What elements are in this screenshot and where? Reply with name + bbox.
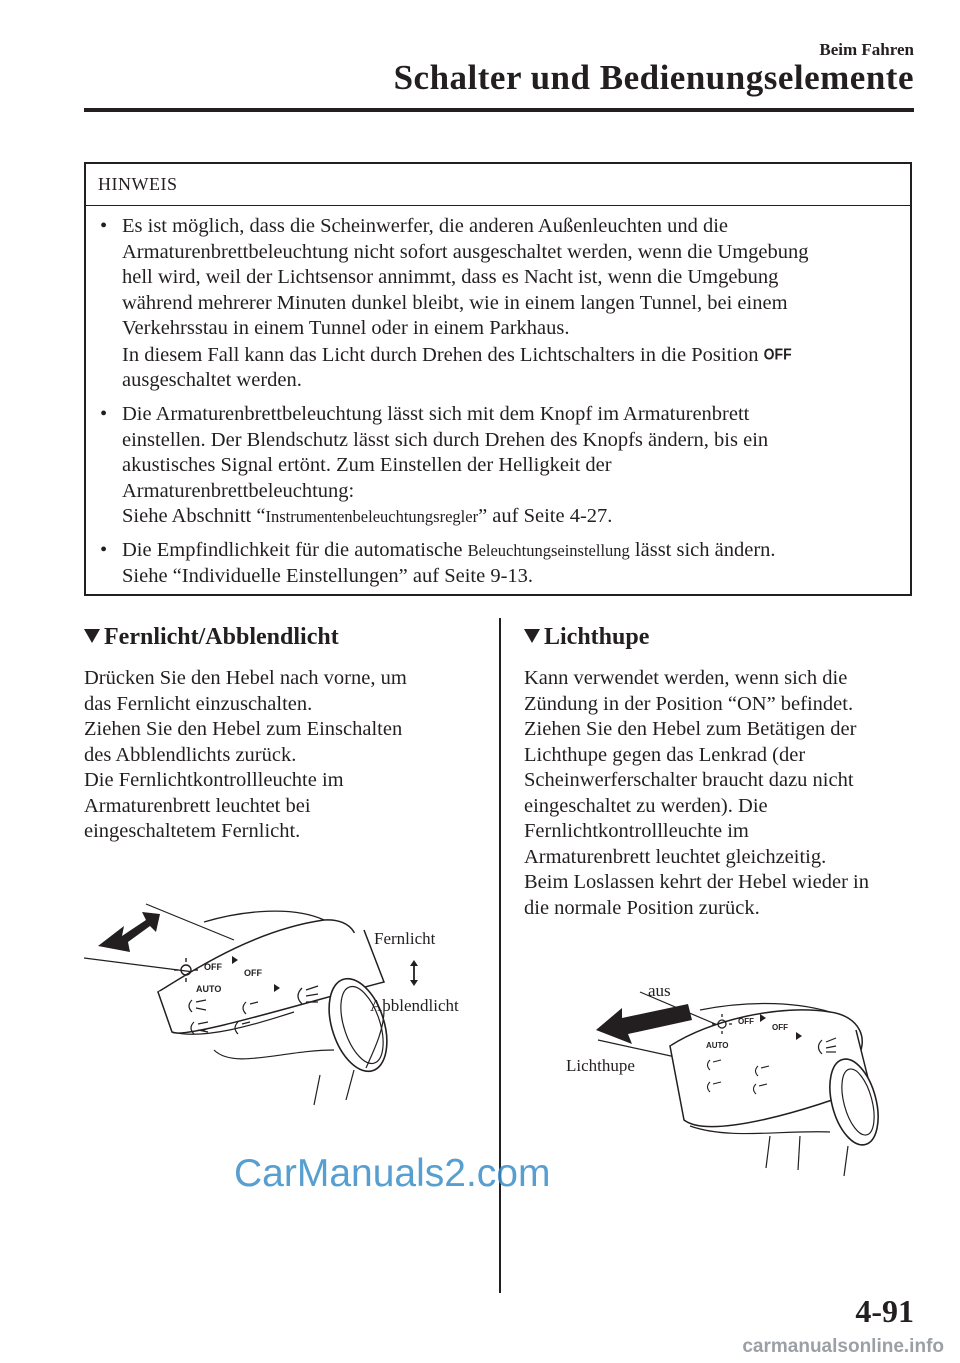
triangle-marker-icon	[524, 629, 540, 643]
note-item-3	[100, 538, 912, 589]
section-title-text: Lichthupe	[544, 624, 650, 650]
note-line: Die Armaturenbrettbeleuchtung lässt sich mit dem Knopf im Armaturenbrett	[122, 403, 750, 425]
note-line: Verkehrsstau in einem Tunnel oder in einem Parkhaus.	[122, 317, 570, 339]
body-line: die normale Position zurück.	[524, 896, 760, 919]
body-line: Die Fernlichtkontrollleuchte im	[84, 769, 344, 791]
note-line: während mehrerer Minuten dunkel bleibt, wie in einem langen Tunnel, bei einem	[122, 291, 788, 314]
note-line: Siehe “Individuelle Einstellungen” auf Seite 9-13.	[122, 564, 534, 587]
page-title: Schalter und Bedienungselemente	[393, 58, 914, 97]
double-arrow-icon	[98, 912, 160, 952]
note-line: einstellen. Der Blendschutz lässt sich durch Drehen des Knopfs ändern, bis ein	[122, 428, 769, 451]
body-right	[524, 666, 924, 921]
note-line: akustisches Signal ertönt. Zum Einstellen der Helligkeit der	[122, 454, 612, 476]
body-line: Kann verwendet werden, wenn sich die	[524, 667, 848, 689]
note-line	[122, 504, 912, 530]
note-line	[122, 342, 912, 369]
body-line: Armaturenbrett leuchtet gleichzeitig.	[524, 845, 827, 868]
switch-label: OFF	[204, 962, 222, 972]
note-item-2	[100, 402, 912, 530]
note-line: ausgeschaltet werden.	[122, 369, 302, 391]
ref-prefix: Siehe Abschnitt “	[122, 505, 266, 527]
bullet-icon: •	[100, 403, 108, 425]
bullet-icon: •	[100, 539, 108, 561]
watermark: CarManuals2.com	[234, 1152, 551, 1195]
ref-link: Instrumentenbeleuchtungsregler	[265, 507, 479, 526]
body-line: Ziehen Sie den Hebel zum Betätigen der	[524, 718, 857, 740]
body-line: des Abblendlichts zurück.	[84, 743, 297, 766]
body-line: das Fernlicht einzuschalten.	[84, 692, 313, 715]
header-rule	[84, 108, 914, 112]
section-title-text: Fernlicht/Abblendlicht	[104, 624, 339, 650]
switch-label: OFF	[244, 968, 262, 978]
note-text: Die Empfindlichkeit für die automatische	[122, 539, 468, 561]
page-number: 4-91	[855, 1293, 914, 1329]
label-abblendlicht: Abblendlicht	[370, 996, 459, 1015]
label-lichthupe: Lichthupe	[566, 1056, 635, 1075]
body-line: Drücken Sie den Hebel nach vorne, um	[84, 667, 407, 689]
body-line: Lichthupe gegen das Lenkrad (der	[524, 743, 806, 766]
push-arrow-icon	[596, 1004, 692, 1044]
triangle-marker-icon	[84, 629, 100, 643]
body-line: eingeschaltetem Fernlicht.	[84, 820, 301, 842]
body-left	[84, 666, 484, 845]
note-line: Armaturenbrettbeleuchtung nicht sofort ausgeschaltet werden, wenn die Umgebung	[122, 240, 809, 263]
body-line: Ziehen Sie den Hebel zum Einschalten	[84, 718, 403, 740]
label-fernlicht: Fernlicht	[374, 929, 436, 948]
body-line: eingeschaltet zu werden). Die	[524, 794, 768, 817]
section-title-lichthupe	[524, 624, 649, 651]
note-small-text: Beleuchtungseinstellung	[467, 541, 630, 560]
chapter-label: Beim Fahren	[819, 40, 914, 59]
off-symbol-icon: OFF	[763, 344, 792, 363]
body-line: Zündung in der Position “ON” befindet.	[524, 692, 854, 715]
note-text: lässt sich ändern.	[629, 539, 776, 561]
note-line: Es ist möglich, dass die Scheinwerfer, die anderen Außenleuchten und die	[122, 215, 729, 237]
footer-watermark: carmanualsonline.info	[742, 1336, 944, 1357]
note-line: hell wird, weil der Lichtsensor annimmt, dass es Nacht ist, wenn die Umgebung	[122, 266, 779, 288]
switch-label: AUTO	[196, 984, 222, 994]
switch-label: AUTO	[706, 1041, 729, 1050]
body-line: Scheinwerferschalter braucht dazu nicht	[524, 769, 854, 791]
note-text: In diesem Fall kann das Licht durch Drehen des Lichtschalters in die Position	[122, 343, 759, 366]
switch-label: OFF	[772, 1023, 788, 1032]
note-item-1	[100, 214, 912, 394]
ref-suffix: ” auf Seite 4-27.	[478, 505, 613, 527]
body-line: Fernlichtkontrollleuchte im	[524, 820, 749, 842]
note-heading: HINWEIS	[86, 164, 910, 206]
body-line: Beim Loslassen kehrt der Hebel wieder in	[524, 871, 869, 893]
note-line: Armaturenbrettbeleuchtung:	[122, 479, 355, 502]
note-box	[84, 162, 912, 596]
body-line: Armaturenbrett leuchtet bei	[84, 794, 311, 817]
note-line	[122, 538, 912, 564]
switch-label: OFF	[738, 1017, 754, 1026]
label-aus: aus	[648, 981, 671, 1000]
section-title-fernlicht	[84, 624, 339, 651]
lever-figure-flash	[560, 990, 900, 1180]
bullet-icon: •	[100, 215, 108, 237]
